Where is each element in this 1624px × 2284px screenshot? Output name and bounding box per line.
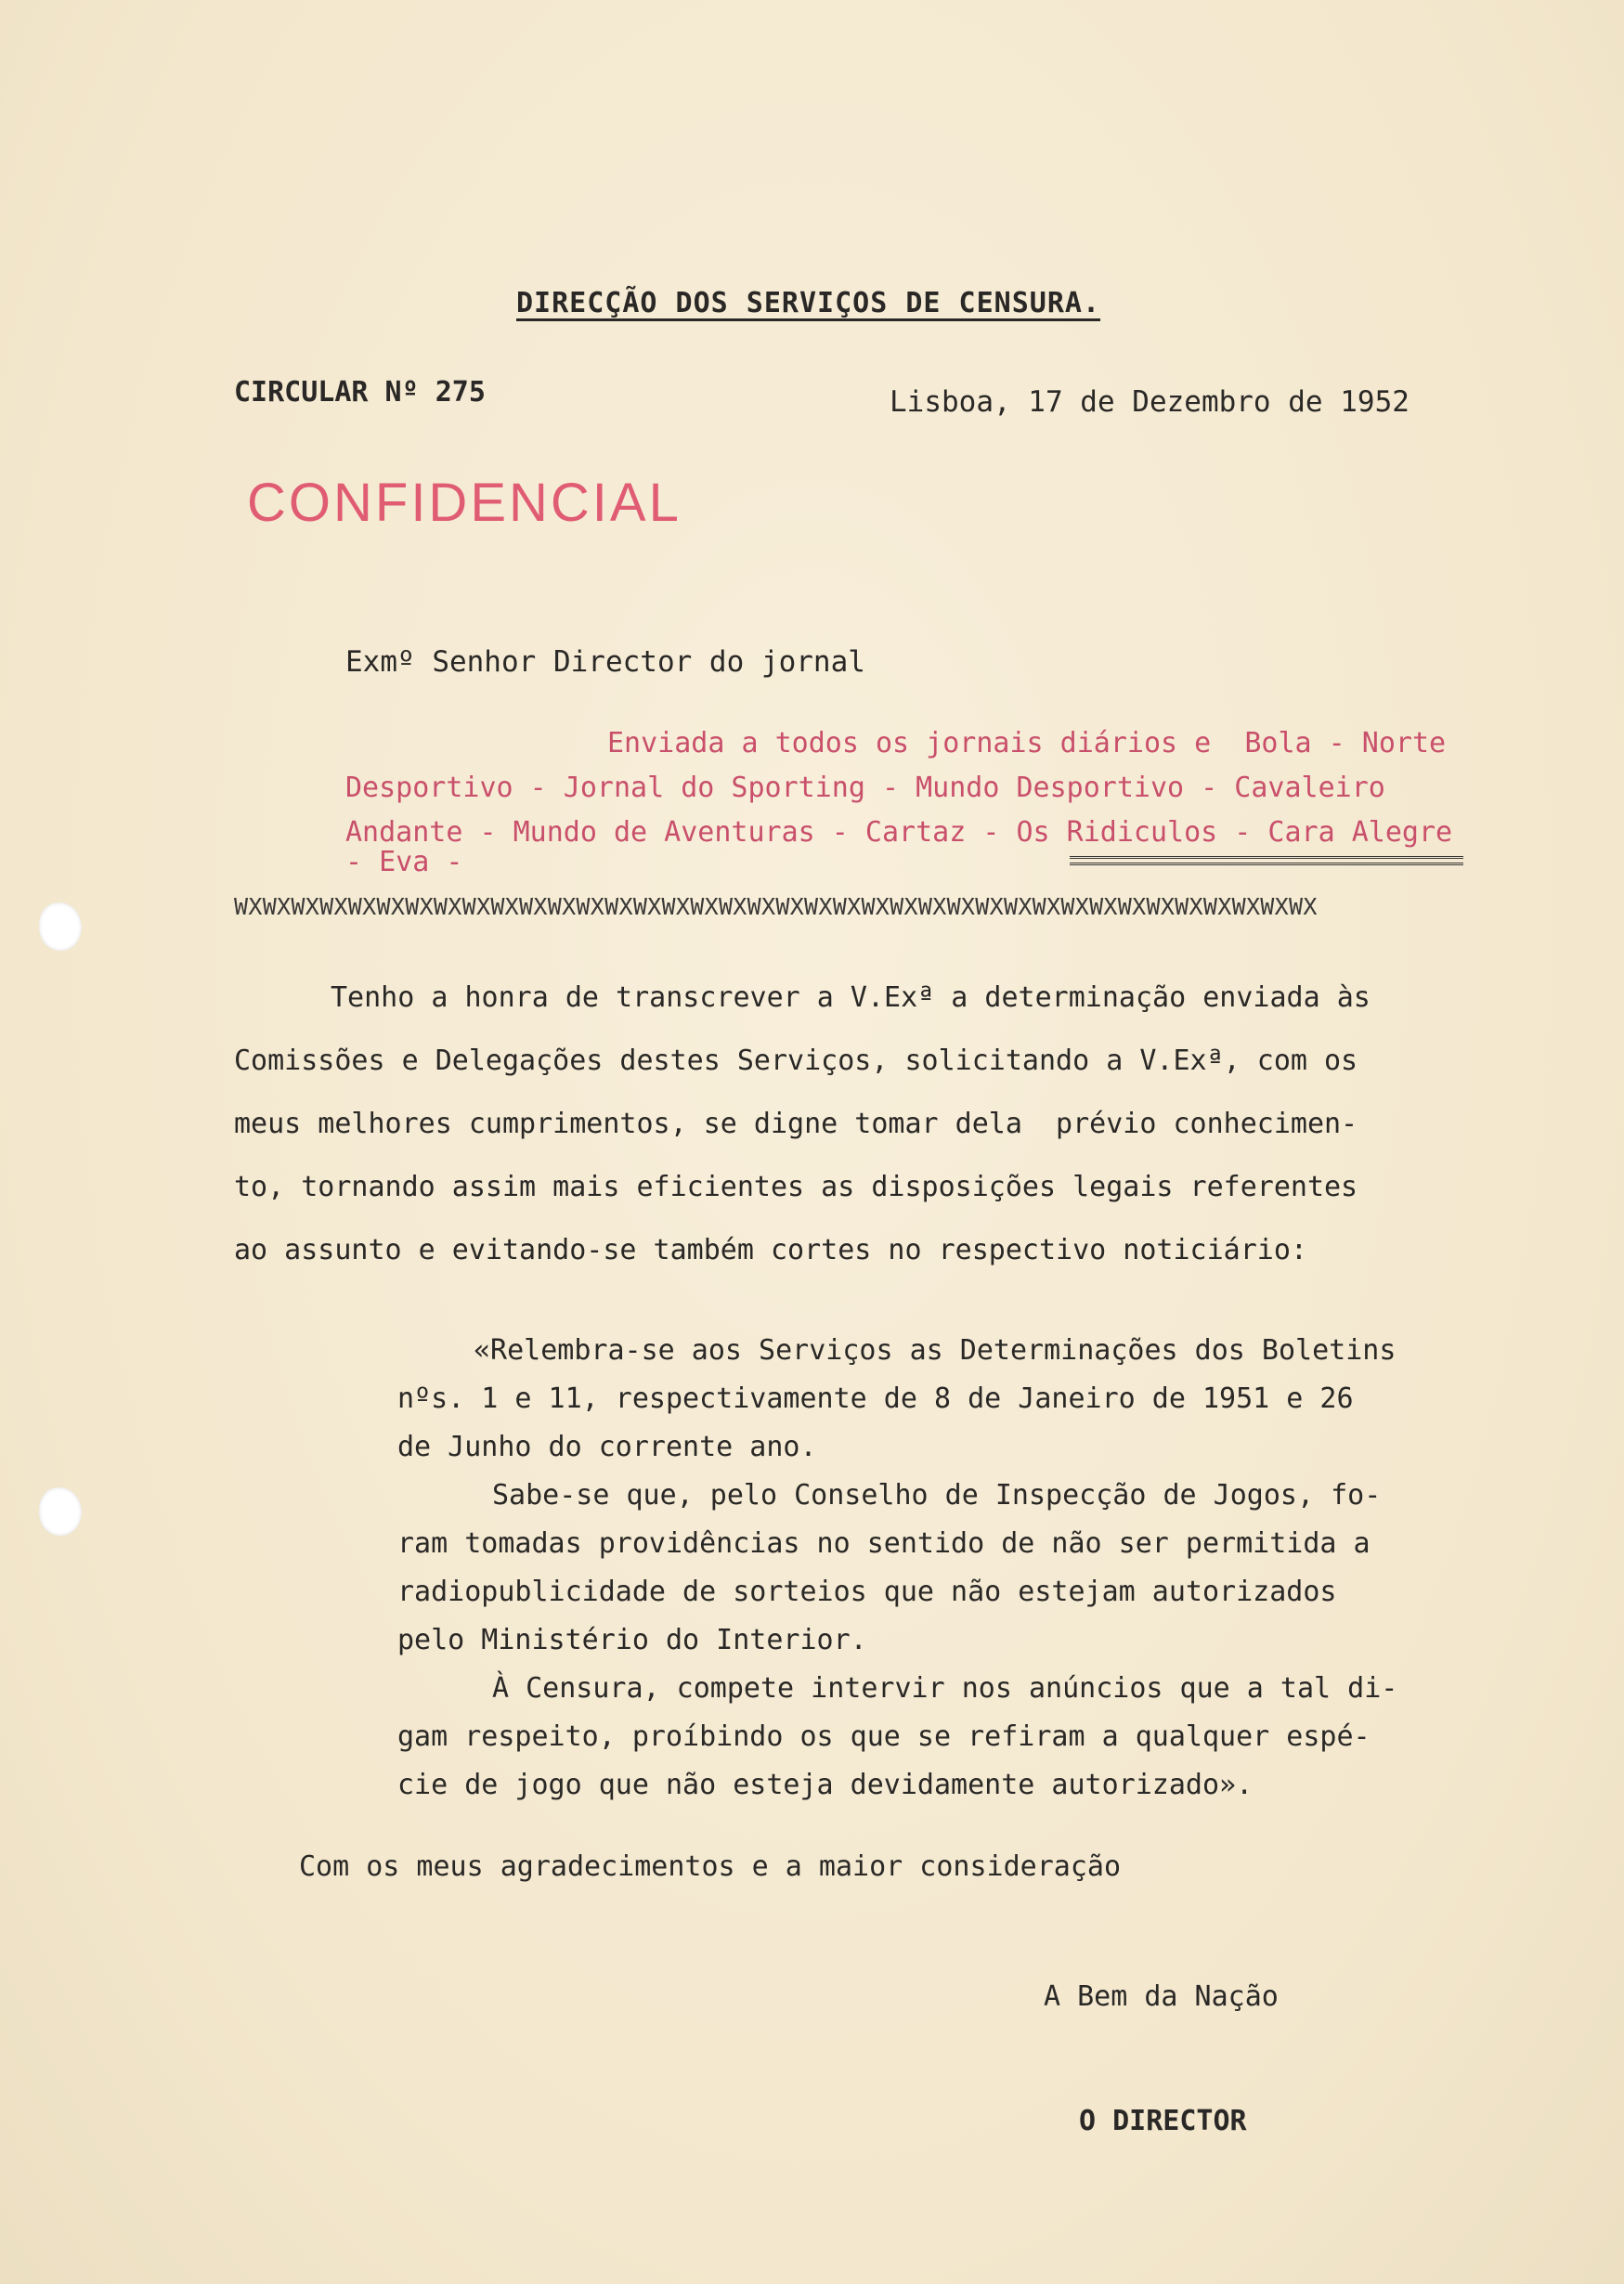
distribution-line: - Eva - bbox=[345, 846, 463, 878]
body-line: meus melhores cumprimentos, se digne tomar dela prévio conhecimen- bbox=[234, 1108, 1358, 1140]
distribution-line: Andante - Mundo de Aventuras - Cartaz - Os Ridiculos - Cara Alegre bbox=[345, 816, 1453, 849]
closing-line: Com os meus agradecimentos e a maior consideração bbox=[299, 1850, 1122, 1883]
quote-line: «Relembra-se aos Serviços as Determinações dos Boletins bbox=[474, 1334, 1397, 1367]
distribution-line: Enviada a todos os jornais diários e Bola - Norte bbox=[607, 727, 1447, 759]
quote-line: À Censura, compete intervir nos anúncios que a tal di- bbox=[492, 1672, 1398, 1705]
quote-line: Sabe-se que, pelo Conselho de Inspecção de Jogos, fo- bbox=[492, 1479, 1382, 1512]
place-date: Lisboa, 17 de Dezembro de 1952 bbox=[890, 385, 1410, 419]
quote-line: radiopublicidade de sorteios que não estejam autorizados bbox=[397, 1576, 1337, 1608]
punch-hole-bottom bbox=[39, 1487, 82, 1536]
quote-line: ram tomadas providências no sentido de não ser permitida a bbox=[397, 1527, 1371, 1560]
distribution-line: Desportivo - Jornal do Sporting - Mundo Desportivo - Cavaleiro bbox=[345, 772, 1385, 804]
addressee-line: Exmº Senhor Director do jornal bbox=[345, 645, 865, 679]
quote-line: de Junho do corrente ano. bbox=[397, 1431, 817, 1463]
body-line: Tenho a honra de transcrever a V.Exª a determinação enviada às bbox=[331, 981, 1371, 1014]
body-line: ao assunto e evitando-se também cortes no respectivo noticiário: bbox=[234, 1234, 1307, 1266]
quote-line: gam respeito, proíbindo os que se refiram a qualquer espé- bbox=[397, 1720, 1371, 1753]
circular-number: CIRCULAR Nº 275 bbox=[234, 376, 486, 409]
quote-line: nºs. 1 e 11, respectivamente de 8 de Janeiro de 1951 e 26 bbox=[397, 1382, 1354, 1415]
punch-hole-top bbox=[39, 902, 82, 951]
body-line: Comissões e Delegações destes Serviços, solicitando a V.Exª, com os bbox=[234, 1045, 1358, 1077]
salutation: A Bem da Nação bbox=[1044, 1980, 1279, 2013]
signatory: O DIRECTOR bbox=[1079, 2105, 1247, 2137]
confidential-stamp: CONFIDENCIAL bbox=[247, 473, 682, 533]
double-underline-mark bbox=[1070, 856, 1463, 865]
typed-separator-line: WXWXWXWXWXWXWXWXWXWXWXWXWXWXWXWXWXWXWXWXWXWXWXWXWXWXWXWXWXWXWXWXWXWXWXWXWXWX bbox=[234, 893, 1318, 920]
quote-line: pelo Ministério do Interior. bbox=[397, 1624, 867, 1656]
department-header: DIRECÇÃO DOS SERVIÇOS DE CENSURA. bbox=[516, 287, 1101, 319]
body-line: to, tornando assim mais eficientes as disposições legais referentes bbox=[234, 1171, 1358, 1203]
quote-line: cie de jogo que não esteja devidamente autorizado». bbox=[397, 1769, 1254, 1801]
